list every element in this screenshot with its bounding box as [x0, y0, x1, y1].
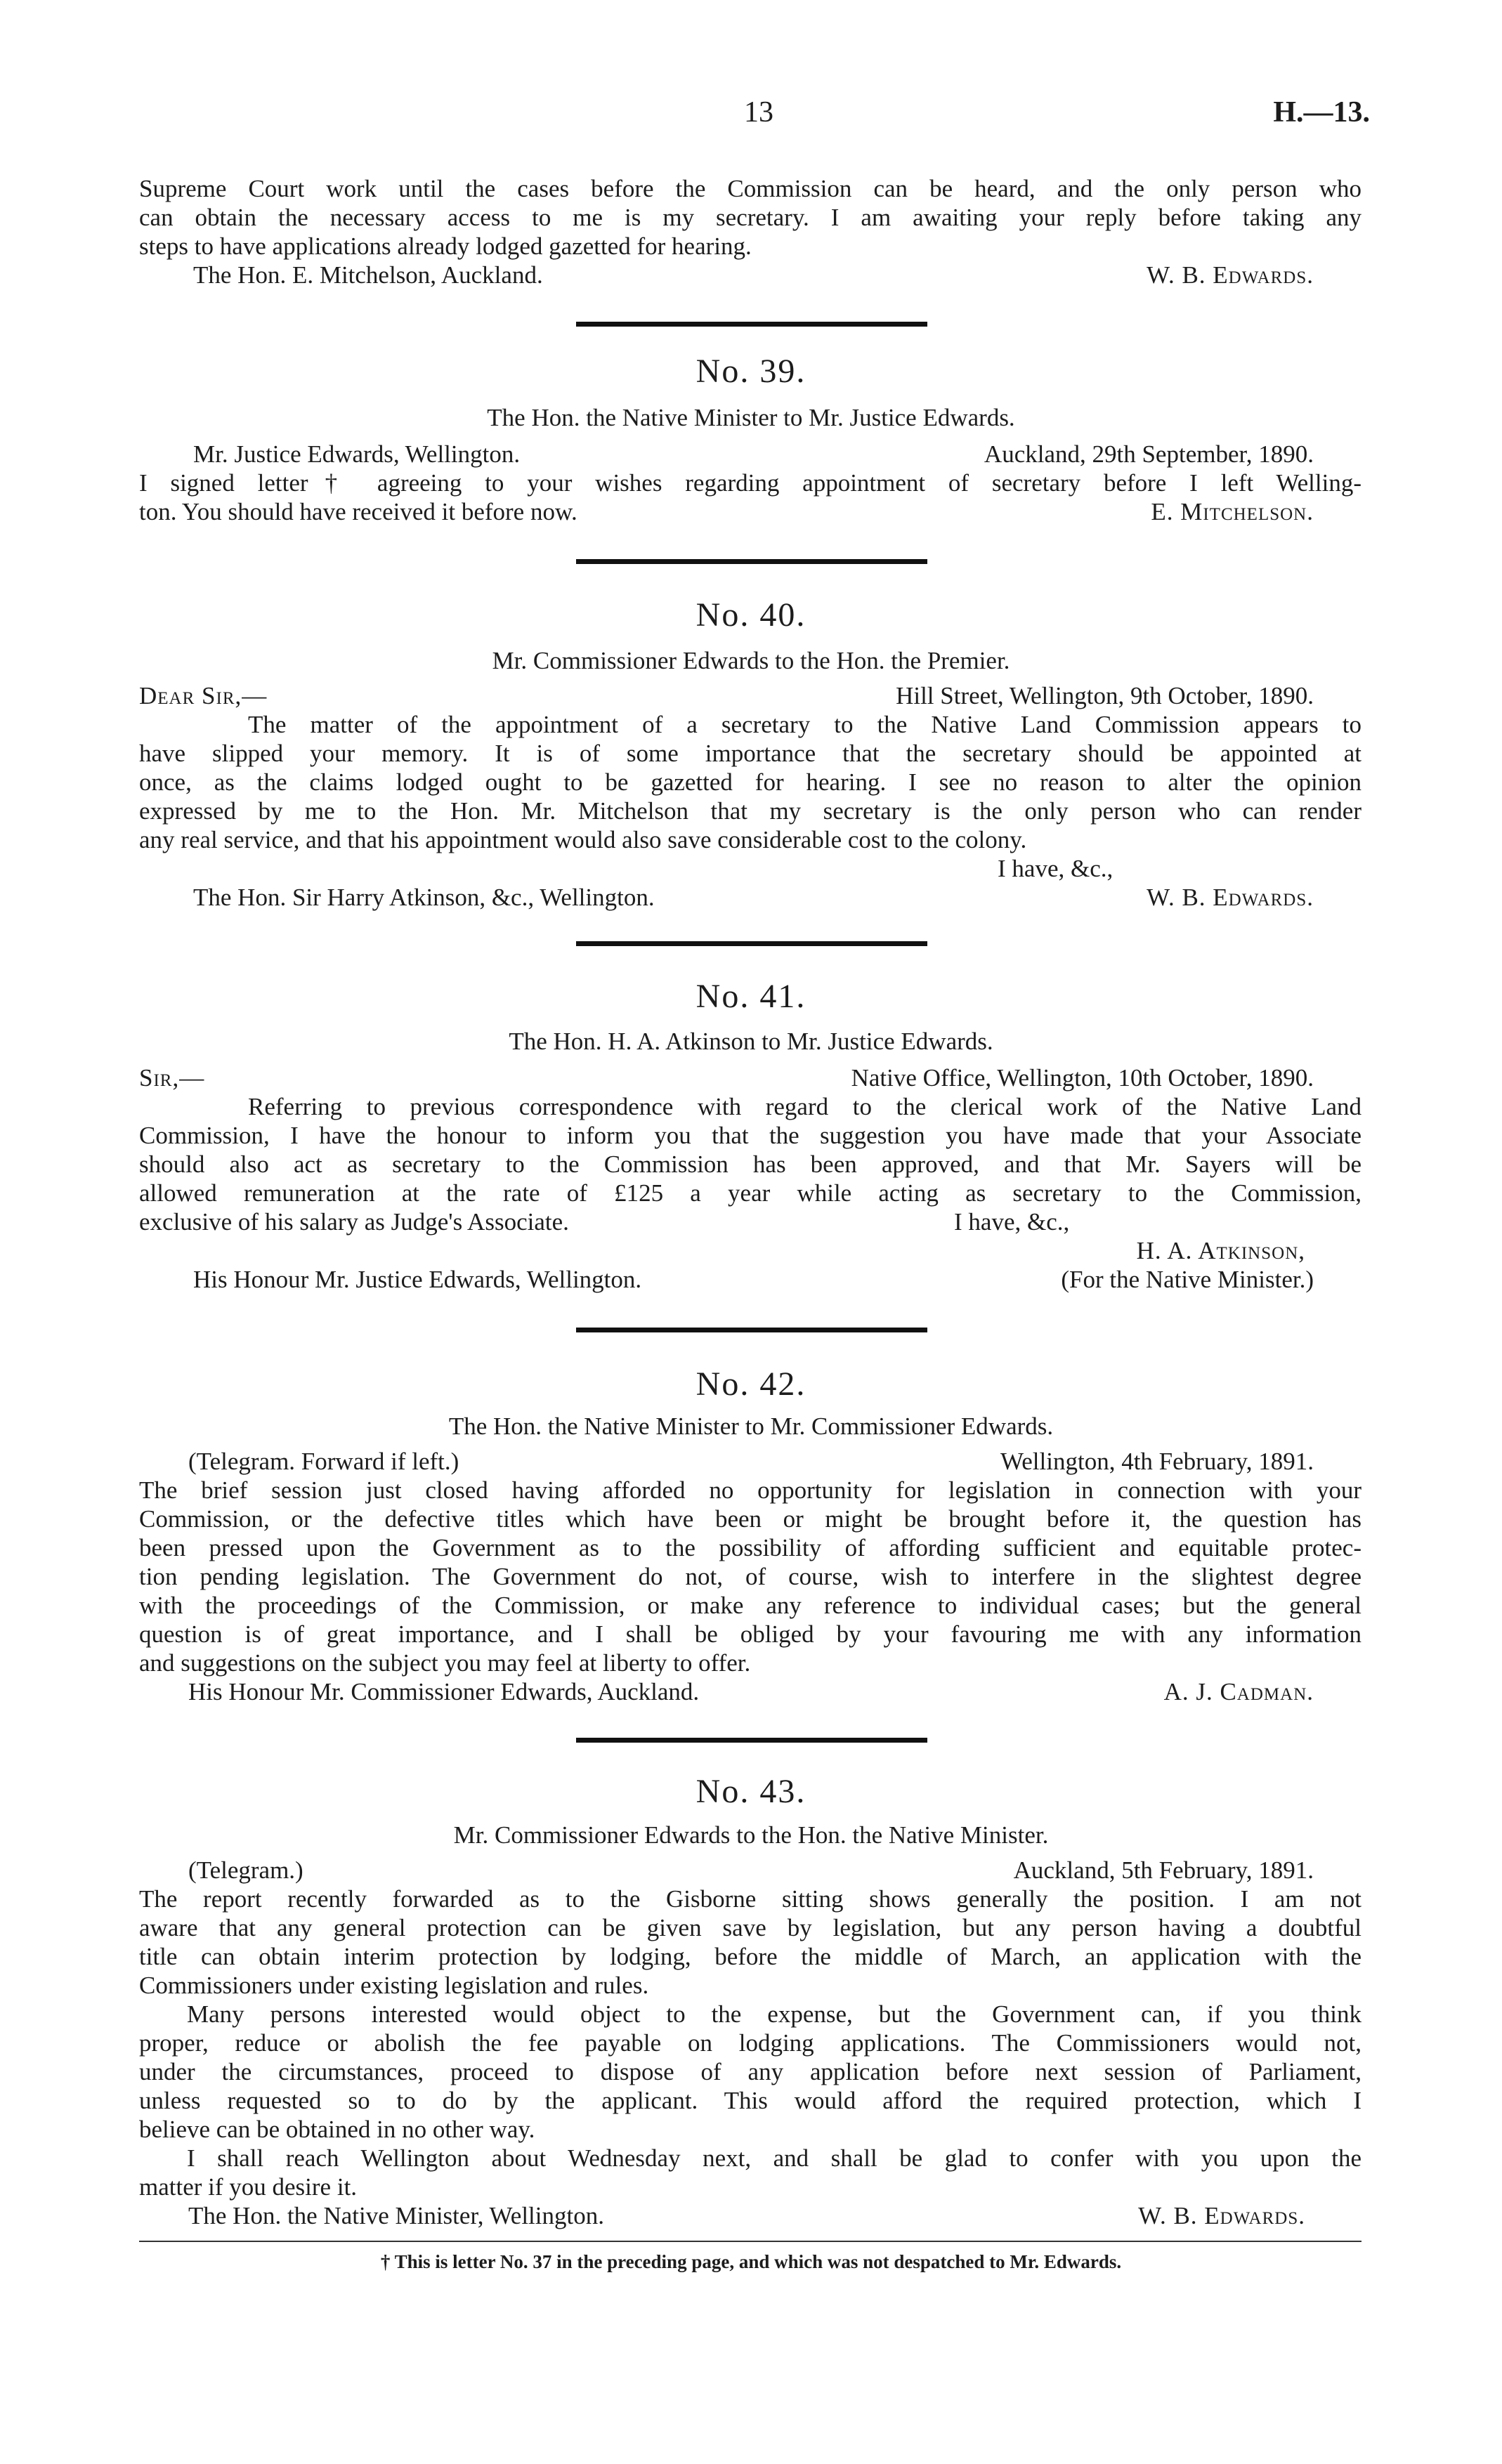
text-line: under the circumstances, proceed to dispose of any application before next session of Parliament,: [139, 2058, 1361, 2085]
section-divider: [576, 1738, 927, 1743]
text-line: tion pending legislation. The Government do not, of course, wish to interfere in the slightest degree: [139, 1563, 1361, 1590]
text-line: Commission, or the defective titles which have been or might be brought before it, the question has: [139, 1505, 1361, 1533]
signature: A. J. Cadman.: [1163, 1678, 1314, 1705]
text-line: unless requested so to do by the applicant. This would afford the required protection, which I: [139, 2087, 1361, 2114]
dateline: Native Office, Wellington, 10th October, 1890.: [851, 1064, 1314, 1092]
footnote: † This is letter No. 37 in the preceding page, and which was not despatched to Mr. Edwards.: [380, 2251, 1122, 2272]
letter-subheading: Mr. Commissioner Edwards to the Hon. the Premier.: [492, 647, 1010, 674]
letter-body: [139, 710, 1361, 854]
telegram-note: (Telegram. Forward if left.): [188, 1448, 459, 1475]
text-line: I signed letter† agreeing to your wishes regarding appointment of secretary before I left Welling-: [139, 469, 1361, 497]
text-line: and suggestions on the subject you may feel at liberty to offer.: [139, 1649, 751, 1677]
text-line: aware that any general protection can be given save by legislation, but any person having a doubtful: [139, 1914, 1361, 1941]
addressee: The Hon. the Native Minister, Wellington.: [188, 2202, 604, 2229]
footnote-rule: [139, 2241, 1361, 2242]
text-line: steps to have applications already lodged gazetted for hearing.: [139, 232, 752, 260]
salutation: Sir,—: [139, 1064, 205, 1092]
letter-subheading: The Hon. H. A. Atkinson to Mr. Justice Edwards.: [509, 1028, 993, 1055]
closing: I have, &c.,: [998, 855, 1114, 882]
text-line: question is of great importance, and I shall be obliged by your favouring me with any information: [139, 1620, 1361, 1648]
letter-heading: No. 40.: [696, 596, 806, 634]
text-line: allowed remuneration at the rate of £125 a year while acting as secretary to the Commission,: [139, 1179, 1361, 1207]
letter-body: [139, 1885, 1361, 2201]
dateline: Wellington, 4th February, 1891.: [1000, 1448, 1314, 1475]
text-line: I shall reach Wellington about Wednesday next, and shall be glad to confer with you upon the: [187, 2144, 1361, 2172]
letter-heading: No. 41.: [696, 978, 806, 1015]
section-divider: [576, 559, 927, 564]
text-line: The matter of the appointment of a secretary to the Native Land Commission appears to: [248, 711, 1361, 738]
section-divider: [576, 1328, 927, 1332]
letter-heading: No. 39.: [696, 353, 806, 390]
addressee: His Honour Mr. Justice Edwards, Wellington.: [193, 1266, 642, 1293]
letter-body: [139, 1092, 1361, 1236]
text-line: once, as the claims lodged ought to be gazetted for hearing. I see no reason to alter the opinion: [139, 768, 1361, 796]
signature: E. Mitchelson.: [1151, 498, 1314, 525]
addressee: The Hon. Sir Harry Atkinson, &c., Wellington.: [193, 884, 655, 911]
dateline: Auckland, 29th September, 1890.: [984, 440, 1314, 468]
text-line: title can obtain interim protection by lodging, before the middle of March, an application with the: [139, 1943, 1361, 1970]
text-line: The brief session just closed having afforded no opportunity for legislation in connection with your: [139, 1476, 1361, 1504]
text-line: matter if you desire it.: [139, 2173, 358, 2201]
signature: W. B. Edwards.: [1147, 884, 1314, 911]
addressee: The Hon. E. Mitchelson, Auckland.: [193, 261, 543, 289]
letter-subheading: Mr. Commissioner Edwards to the Hon. the Native Minister.: [453, 1821, 1049, 1849]
text-line: Many persons interested would object to the expense, but the Government can, if you think: [187, 2000, 1361, 2028]
signature: H. A. Atkinson,: [1136, 1237, 1305, 1264]
text-line: Supreme Court work until the cases before the Commission can be heard, and the only person who: [139, 175, 1361, 202]
section-divider: [576, 941, 927, 946]
addressee: His Honour Mr. Commissioner Edwards, Auckland.: [188, 1678, 700, 1705]
text-line: have slipped your memory. It is of some importance that the secretary should be appointed at: [139, 740, 1361, 767]
closing: I have, &c.,: [954, 1208, 1070, 1236]
letter-subheading: The Hon. the Native Minister to Mr. Commissioner Edwards.: [448, 1413, 1054, 1440]
text-line: exclusive of his salary as Judge's Associate.: [139, 1208, 569, 1236]
signature: W. B. Edwards.: [1138, 2202, 1305, 2229]
text-line: can obtain the necessary access to me is my secretary. I am awaiting your reply before taking any: [139, 204, 1361, 231]
document-reference: H.—13.: [1273, 96, 1370, 129]
letter-subheading: The Hon. the Native Minister to Mr. Justice Edwards.: [487, 404, 1015, 431]
text-line: with the proceedings of the Commission, or make any reference to individual cases; but the general: [139, 1592, 1361, 1619]
signature-note: (For the Native Minister.): [1061, 1266, 1314, 1293]
text-line: Commissioners under existing legislation and rules.: [139, 1972, 649, 1999]
dateline: Hill Street, Wellington, 9th October, 1890.: [896, 682, 1314, 709]
salutation: Dear Sir,—: [139, 682, 268, 709]
intro-paragraph: [139, 174, 1361, 261]
letter-heading: No. 42.: [696, 1365, 806, 1403]
text-line: Referring to previous correspondence with regard to the clerical work of the Native Land: [248, 1093, 1361, 1120]
text-line: proper, reduce or abolish the fee payable on lodging applications. The Commissioners would not,: [139, 2029, 1361, 2057]
page-number: 13: [744, 96, 773, 129]
section-divider: [576, 322, 927, 327]
text-line: ton. You should have received it before now.: [139, 498, 577, 525]
text-line: believe can be obtained in no other way.: [139, 2116, 535, 2143]
addressee: Mr. Justice Edwards, Wellington.: [193, 440, 521, 468]
text-line: The report recently forwarded as to the Gisborne sitting shows generally the position. I am not: [139, 1885, 1361, 1913]
text-line: been pressed upon the Government as to the possibility of affording sufficient and equitable protec-: [139, 1534, 1361, 1561]
letter-heading: No. 43.: [696, 1773, 806, 1810]
text-line: any real service, and that his appointment would also save considerable cost to the colony.: [139, 826, 1027, 853]
text-line: Commission, I have the honour to inform you that the suggestion you have made that your Associate: [139, 1122, 1361, 1149]
dateline: Auckland, 5th February, 1891.: [1013, 1856, 1314, 1884]
text-line: should also act as secretary to the Commission has been approved, and that Mr. Sayers will be: [139, 1151, 1361, 1178]
signature: W. B. Edwards.: [1147, 261, 1314, 289]
text-line: expressed by me to the Hon. Mr. Mitchelson that my secretary is the only person who can render: [139, 797, 1361, 825]
telegram-note: (Telegram.): [188, 1856, 303, 1884]
letter-body: [139, 1476, 1361, 1677]
